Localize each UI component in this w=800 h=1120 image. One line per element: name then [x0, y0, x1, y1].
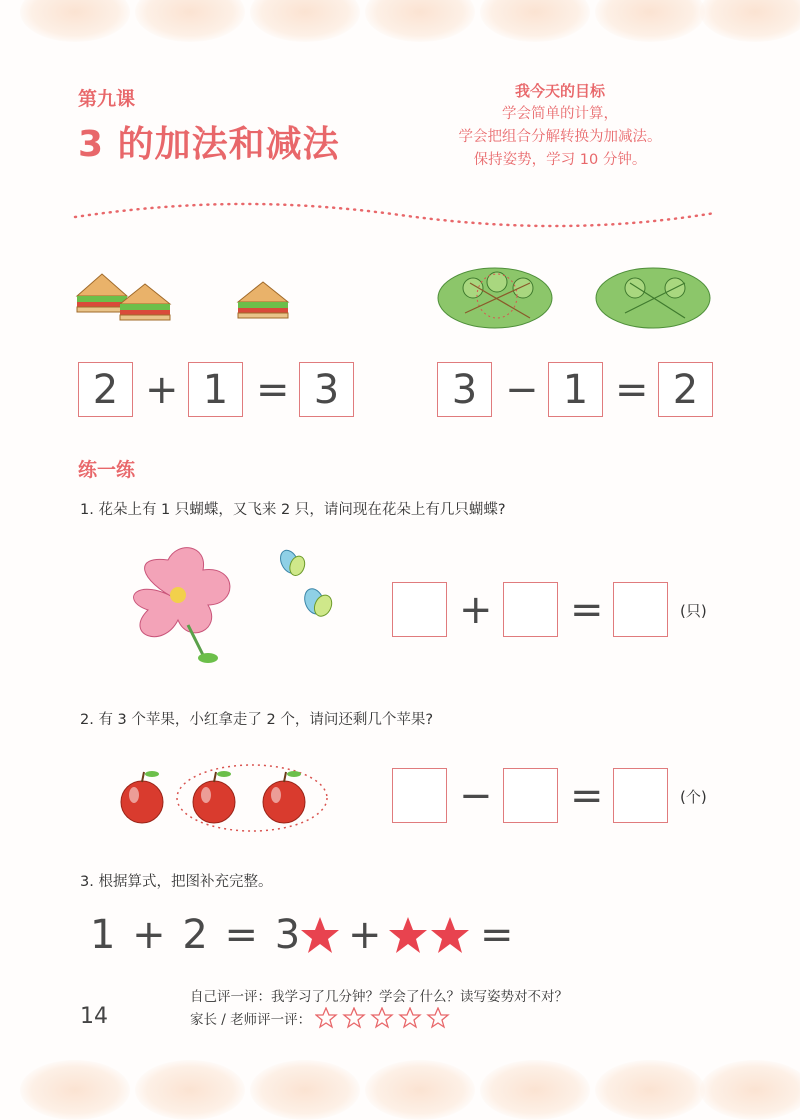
q3-plus: +	[348, 912, 382, 958]
example2-box-b: 1	[548, 362, 603, 417]
example2-equals: =	[615, 367, 649, 413]
q2-answer-box-b[interactable]	[503, 768, 558, 823]
sandwich-illustration	[70, 262, 310, 322]
lesson-label: 第九课	[78, 88, 136, 110]
wavy-divider	[70, 195, 720, 235]
q2-operator: −	[459, 773, 493, 819]
q1-answer-result[interactable]	[613, 582, 668, 637]
example1-equals: =	[256, 367, 290, 413]
q1-operator: +	[459, 587, 493, 633]
question-2-text: 2. 有 3 个苹果，小红拿走了 2 个，请问还剩几个苹果?	[80, 712, 434, 728]
star-outline-icon	[372, 1008, 392, 1027]
star-outline-icon	[344, 1008, 364, 1027]
question-1-text: 1. 花朵上有 1 只蝴蝶，又飞来 2 只，请问现在花朵上有几只蝴蝶?	[80, 502, 506, 518]
q2-answer-box-a[interactable]	[392, 768, 447, 823]
star-icon	[431, 917, 469, 953]
star-icon	[389, 917, 427, 953]
goal-line: 学会简单的计算，	[502, 106, 618, 122]
q2-unit: (个)	[680, 788, 707, 806]
rating-stars[interactable]	[315, 1007, 455, 1029]
goals-panel	[430, 80, 690, 172]
q1-equals: =	[570, 587, 604, 633]
q1-answer-box-a[interactable]	[392, 582, 447, 637]
star-outline-icon	[400, 1008, 420, 1027]
star-outline-icon	[428, 1008, 448, 1027]
q2-equals: =	[570, 773, 604, 819]
page-number: 14	[80, 1004, 108, 1029]
parent-evaluation	[190, 1007, 455, 1029]
lesson-title: 3 的加法和减法	[78, 124, 340, 165]
practice-heading: 练一练	[78, 459, 136, 481]
example2-operator: −	[505, 367, 539, 413]
example1-result: 3	[299, 362, 354, 417]
example2-box-a: 3	[437, 362, 492, 417]
example1-box-b: 1	[188, 362, 243, 417]
flower-butterflies-illustration	[128, 540, 348, 665]
self-evaluation: 自己评一评：我学习了几分钟？学会了什么？读写姿势对不对？	[190, 989, 568, 1005]
goal-line: 保持姿势，学习 10 分钟。	[473, 152, 647, 168]
q3-equation: 1 + 2 = 3	[90, 912, 303, 958]
example1-box-a: 2	[78, 362, 133, 417]
parent-evaluation-label: 家长 / 老师评一评：	[190, 1012, 312, 1028]
frog-lilypad-illustration	[435, 258, 725, 338]
goals-heading: 我今天的目标	[514, 82, 605, 100]
question-3-text: 3. 根据算式，把图补充完整。	[80, 874, 273, 890]
star-icon	[301, 917, 339, 953]
goal-line: 学会把组合分解转换为加减法。	[458, 129, 662, 145]
q1-answer-box-b[interactable]	[503, 582, 558, 637]
q2-answer-result[interactable]	[613, 768, 668, 823]
apples-illustration	[112, 762, 332, 837]
q1-unit: (只)	[680, 602, 707, 620]
q3-equals: =	[480, 912, 514, 958]
example2-result: 2	[658, 362, 713, 417]
star-outline-icon	[316, 1008, 336, 1027]
example1-operator: +	[145, 367, 179, 413]
